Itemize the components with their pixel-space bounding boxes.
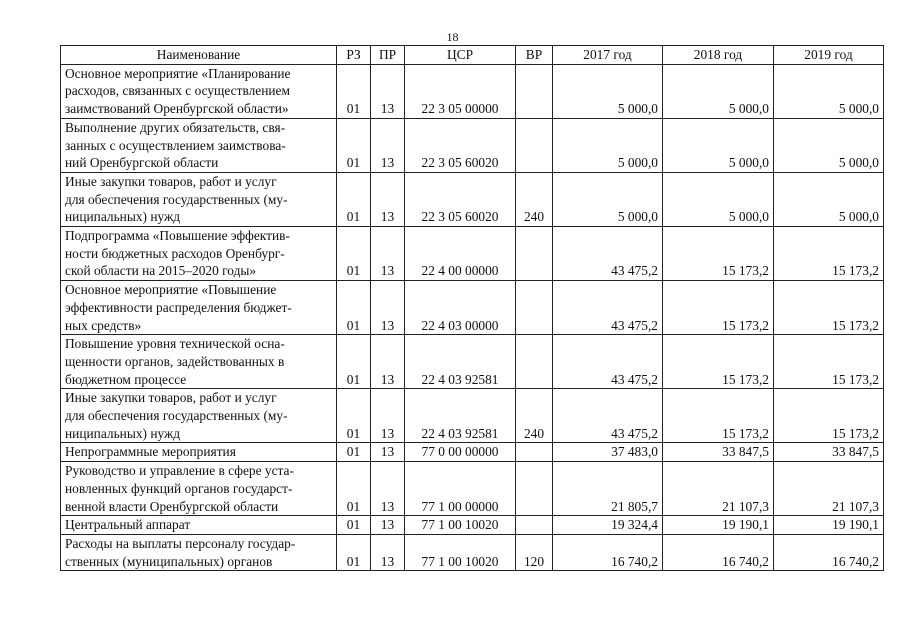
cell-csr: 77 1 00 00000 — [405, 462, 516, 516]
cell-y2018: 5 000,0 — [663, 64, 774, 118]
row-name-line: венной власти Оренбургской области — [65, 498, 279, 514]
cell-csr: 22 3 05 00000 — [405, 64, 516, 118]
row-name-cell — [61, 172, 337, 226]
cell-y2018: 21 107,3 — [663, 462, 774, 516]
cell-y2019: 5 000,0 — [774, 64, 884, 118]
cell-y2017: 43 475,2 — [553, 281, 663, 335]
cell-y2019: 5 000,0 — [774, 118, 884, 172]
cell-y2018: 15 173,2 — [663, 389, 774, 443]
row-name-line: Центральный аппарат — [65, 517, 191, 533]
row-name-cell — [61, 516, 337, 535]
cell-vr — [516, 335, 553, 389]
table-row — [61, 118, 884, 172]
cell-rz: 01 — [337, 227, 371, 281]
cell-pr: 13 — [371, 227, 405, 281]
row-name-line: для обеспечения государственных (му- — [65, 408, 288, 424]
row-name-line: ных средств» — [65, 317, 142, 333]
row-name-cell — [61, 389, 337, 443]
cell-rz: 01 — [337, 389, 371, 443]
cell-vr — [516, 227, 553, 281]
row-name-line: ний Оренбургской области — [65, 155, 219, 171]
cell-pr: 13 — [371, 281, 405, 335]
cell-csr: 77 1 00 10020 — [405, 534, 516, 570]
row-name-line: Основное мероприятие «Повышение — [65, 282, 277, 298]
cell-vr — [516, 443, 553, 462]
cell-rz: 01 — [337, 462, 371, 516]
cell-y2017: 5 000,0 — [553, 118, 663, 172]
row-name-line: ственных (муниципальных) органов — [65, 553, 273, 569]
row-name-cell — [61, 443, 337, 462]
row-name-cell — [61, 534, 337, 570]
table-row — [61, 534, 884, 570]
cell-y2018: 15 173,2 — [663, 335, 774, 389]
row-name-line: Иные закупки товаров, работ и услуг — [65, 390, 277, 406]
row-name-line: Повышение уровня технической осна- — [65, 336, 285, 352]
table-row — [61, 462, 884, 516]
cell-y2017: 5 000,0 — [553, 172, 663, 226]
row-name-line: Основное мероприятие «Планирование — [65, 65, 291, 81]
cell-y2018: 19 190,1 — [663, 516, 774, 535]
row-name-line: Руководство и управление в сфере уста- — [65, 463, 294, 479]
cell-vr — [516, 118, 553, 172]
cell-pr: 13 — [371, 118, 405, 172]
cell-y2018: 5 000,0 — [663, 172, 774, 226]
cell-y2019: 15 173,2 — [774, 227, 884, 281]
header-name: Наименование — [61, 46, 337, 65]
cell-rz: 01 — [337, 335, 371, 389]
cell-y2018: 15 173,2 — [663, 227, 774, 281]
row-name-line: Иные закупки товаров, работ и услуг — [65, 173, 277, 189]
cell-vr: 240 — [516, 389, 553, 443]
header-2018: 2018 год — [663, 46, 774, 65]
table-row — [61, 227, 884, 281]
cell-rz: 01 — [337, 64, 371, 118]
table-row — [61, 281, 884, 335]
cell-csr: 22 3 05 60020 — [405, 172, 516, 226]
cell-pr: 13 — [371, 64, 405, 118]
cell-pr: 13 — [371, 443, 405, 462]
header-pr: ПР — [371, 46, 405, 65]
cell-y2019: 21 107,3 — [774, 462, 884, 516]
row-name-line: Выполнение других обязательств, свя- — [65, 119, 286, 135]
row-name-cell — [61, 227, 337, 281]
row-name-cell — [61, 335, 337, 389]
cell-y2019: 33 847,5 — [774, 443, 884, 462]
table-row — [61, 516, 884, 535]
row-name-cell — [61, 64, 337, 118]
cell-y2017: 43 475,2 — [553, 335, 663, 389]
cell-rz: 01 — [337, 443, 371, 462]
cell-y2017: 43 475,2 — [553, 227, 663, 281]
cell-csr: 22 4 00 00000 — [405, 227, 516, 281]
cell-y2019: 19 190,1 — [774, 516, 884, 535]
cell-y2017: 19 324,4 — [553, 516, 663, 535]
cell-y2018: 15 173,2 — [663, 281, 774, 335]
cell-y2019: 15 173,2 — [774, 335, 884, 389]
row-name-line: Подпрограмма «Повышение эффектив- — [65, 228, 290, 244]
cell-rz: 01 — [337, 516, 371, 535]
header-2017: 2017 год — [553, 46, 663, 65]
cell-y2017: 37 483,0 — [553, 443, 663, 462]
table-row — [61, 172, 884, 226]
row-name-line: ниципальных) нужд — [65, 425, 181, 441]
cell-csr: 22 4 03 00000 — [405, 281, 516, 335]
cell-pr: 13 — [371, 462, 405, 516]
row-name-line: заимствований Оренбургской области» — [65, 101, 289, 117]
row-name-line: занных с осуществлением заимствова- — [65, 137, 286, 153]
cell-y2019: 5 000,0 — [774, 172, 884, 226]
row-name-line: Непрограммные мероприятия — [65, 444, 236, 460]
cell-y2017: 43 475,2 — [553, 389, 663, 443]
cell-csr: 77 0 00 00000 — [405, 443, 516, 462]
cell-csr: 22 4 03 92581 — [405, 335, 516, 389]
cell-pr: 13 — [371, 516, 405, 535]
row-name-line: новленных функций органов государст- — [65, 480, 293, 496]
row-name-line: для обеспечения государственных (му- — [65, 191, 288, 207]
header-vr: ВР — [516, 46, 553, 65]
table-body — [61, 64, 884, 571]
table-row — [61, 389, 884, 443]
row-name-line: щенности органов, задействованных в — [65, 353, 285, 369]
row-name-line: ниципальных) нужд — [65, 209, 181, 225]
cell-y2017: 21 805,7 — [553, 462, 663, 516]
row-name-line: бюджетном процессе — [65, 371, 187, 387]
cell-csr: 22 3 05 60020 — [405, 118, 516, 172]
cell-csr: 22 4 03 92581 — [405, 389, 516, 443]
cell-vr — [516, 281, 553, 335]
row-name-line: ности бюджетных расходов Оренбург- — [65, 245, 285, 261]
cell-vr — [516, 462, 553, 516]
cell-y2019: 15 173,2 — [774, 389, 884, 443]
header-rz: РЗ — [337, 46, 371, 65]
header-csr: ЦСР — [405, 46, 516, 65]
cell-csr: 77 1 00 10020 — [405, 516, 516, 535]
cell-rz: 01 — [337, 118, 371, 172]
cell-y2017: 5 000,0 — [553, 64, 663, 118]
cell-y2018: 33 847,5 — [663, 443, 774, 462]
cell-pr: 13 — [371, 534, 405, 570]
cell-y2019: 15 173,2 — [774, 281, 884, 335]
cell-rz: 01 — [337, 172, 371, 226]
table-row — [61, 443, 884, 462]
cell-rz: 01 — [337, 281, 371, 335]
cell-y2018: 16 740,2 — [663, 534, 774, 570]
row-name-cell — [61, 281, 337, 335]
header-2019: 2019 год — [774, 46, 884, 65]
row-name-cell — [61, 462, 337, 516]
table-header-row — [61, 46, 884, 65]
budget-table — [60, 45, 884, 571]
row-name-line: расходов, связанных с осуществлением — [65, 83, 290, 99]
cell-pr: 13 — [371, 335, 405, 389]
cell-pr: 13 — [371, 389, 405, 443]
table-row — [61, 64, 884, 118]
cell-y2019: 16 740,2 — [774, 534, 884, 570]
cell-vr: 120 — [516, 534, 553, 570]
page-number: 18 — [446, 30, 459, 44]
table-row — [61, 335, 884, 389]
row-name-cell — [61, 118, 337, 172]
row-name-line: ской области на 2015–2020 годы» — [65, 263, 257, 279]
cell-rz: 01 — [337, 534, 371, 570]
cell-vr: 240 — [516, 172, 553, 226]
cell-y2017: 16 740,2 — [553, 534, 663, 570]
cell-y2018: 5 000,0 — [663, 118, 774, 172]
cell-vr — [516, 516, 553, 535]
cell-vr — [516, 64, 553, 118]
row-name-line: эффективности распределения бюджет- — [65, 299, 292, 315]
row-name-line: Расходы на выплаты персоналу государ- — [65, 535, 296, 551]
cell-pr: 13 — [371, 172, 405, 226]
